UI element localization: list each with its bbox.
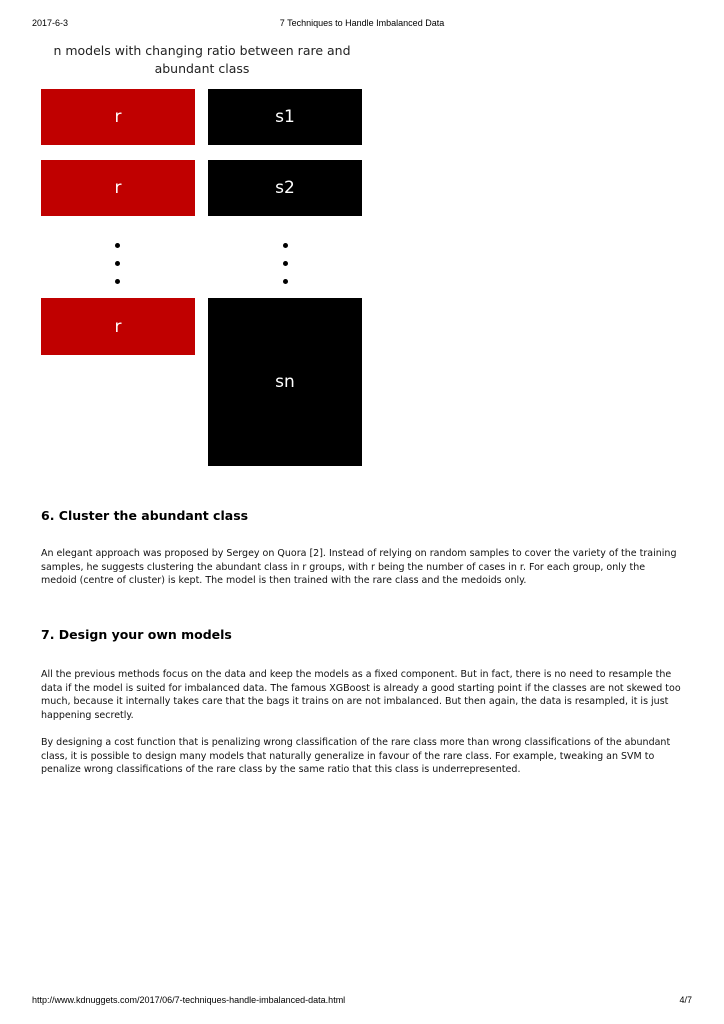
print-page-title: 7 Techniques to Handle Imbalanced Data	[279, 18, 445, 28]
figure-title-line-2: abundant class	[154, 61, 250, 76]
abundant-block-n-label: sn	[275, 372, 295, 392]
ellipsis-dot	[115, 261, 120, 266]
print-url: http://www.kdnuggets.com/2017/06/7-techniques-handle-imbalanced-data.html	[32, 995, 346, 1005]
ellipsis-dot	[115, 279, 120, 284]
rare-block-n-label: r	[114, 316, 122, 337]
figure-title	[0, 42, 404, 78]
abundant-block-2-label: s2	[275, 178, 295, 198]
paragraph-design-2: By designing a cost function that is penalizing wrong classification of the rare class more than wrong classifications of the abundant class, it is possible to design many models that naturally generalize in favour of the rare class. For example, tweaking an SVM to penalize wrong classifications of the rare class by the same ratio that this class is underrepresented.	[41, 737, 671, 775]
rare-block-1-label: r	[114, 107, 122, 127]
section-heading-cluster: 6. Cluster the abundant class	[41, 508, 249, 523]
rare-block-1	[41, 89, 195, 145]
figure-title-line-1: n models with changing ratio between rare and	[53, 43, 351, 58]
ellipsis-dot	[283, 279, 288, 284]
rare-block-2-label: r	[114, 178, 122, 198]
rare-block-2	[41, 160, 195, 216]
ellipsis-dot	[283, 243, 288, 248]
print-date: 2017-6-3	[32, 18, 69, 28]
ellipsis-dot	[283, 261, 288, 266]
rare-block-n	[41, 298, 195, 355]
paragraph-cluster: An elegant approach was proposed by Sergey on Quora [2]. Instead of relying on random samples to cover the variety of the training samples, he suggests clustering the abundant class in r groups, with r being the number of cases in r. For each group, only the medoid (centre of cluster) is kept. The model is then trained with the rare class and the medoids only.	[41, 548, 677, 586]
abundant-block-n	[208, 298, 362, 466]
abundant-block-1-label: s1	[275, 107, 295, 127]
section-heading-design: 7. Design your own models	[41, 627, 232, 642]
abundant-block-2	[208, 160, 362, 216]
page-number: 4/7	[679, 995, 692, 1005]
paragraph-design-1: All the previous methods focus on the data and keep the models as a fixed component. But in fact, there is no need to resample the data if the model is suited for imbalanced data. The famous XGBoost is already a good starting point if the classes are not skewed too much, because it internally takes care that the bags it trains on are not imbalanced. But then again, the data is resampled, it is just happening secretly.	[41, 669, 681, 721]
ellipsis-dot	[115, 243, 120, 248]
abundant-block-1	[208, 89, 362, 145]
